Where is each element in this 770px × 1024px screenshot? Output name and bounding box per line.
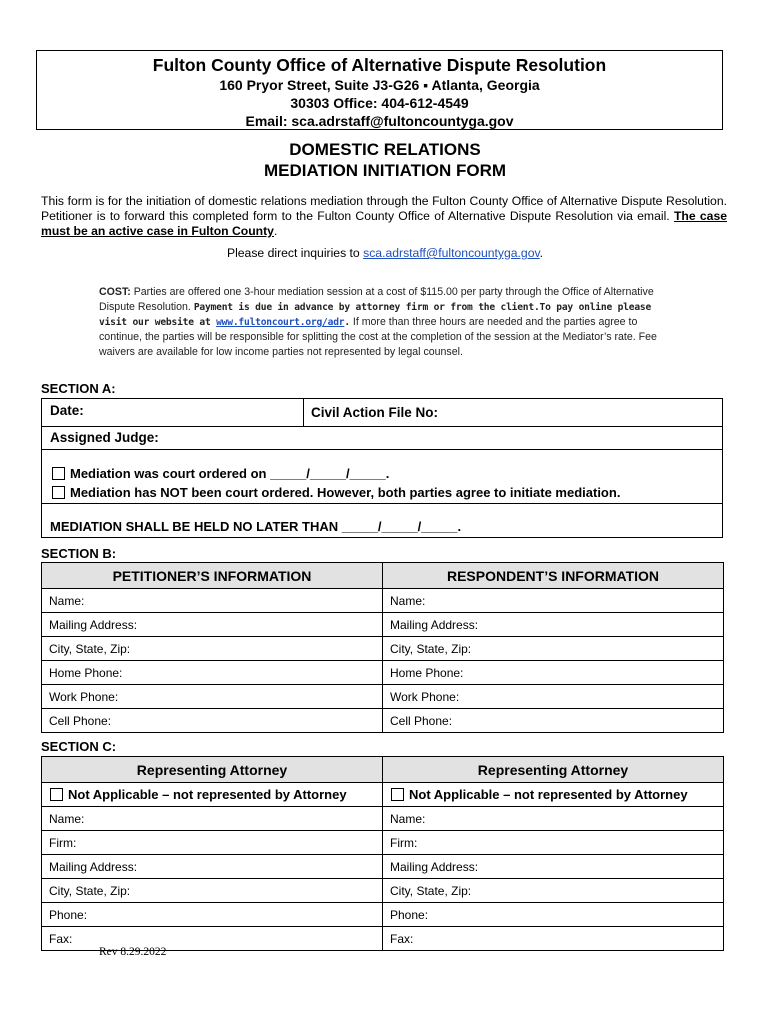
table-row bbox=[42, 855, 724, 879]
petitioner-attorney-city-field[interactable]: City, State, Zip: bbox=[42, 879, 383, 903]
respondent-attorney-city-field[interactable]: City, State, Zip: bbox=[383, 879, 724, 903]
table-row bbox=[42, 637, 724, 661]
petitioner-header: PETITIONER’S INFORMATION bbox=[42, 563, 383, 589]
attorney-info-table bbox=[41, 756, 724, 951]
section-b-label: SECTION B: bbox=[41, 546, 117, 561]
petitioner-attorney-address-field[interactable]: Mailing Address: bbox=[42, 855, 383, 879]
adr-website-link[interactable]: www.fultoncourt.org/adr bbox=[216, 317, 345, 328]
respondent-attorney-header: Representing Attorney bbox=[383, 757, 724, 783]
office-address-line1: 160 Pryor Street, Suite J3-G26 ▪ Atlanta, Georgia bbox=[219, 77, 540, 93]
table-row bbox=[42, 613, 724, 637]
section-a-label: SECTION A: bbox=[41, 381, 116, 396]
table-row bbox=[42, 589, 724, 613]
table-row bbox=[42, 807, 724, 831]
table-row bbox=[42, 879, 724, 903]
respondent-attorney-firm-field[interactable]: Firm: bbox=[383, 831, 724, 855]
respondent-attorney-phone-field[interactable]: Phone: bbox=[383, 903, 724, 927]
respondent-attorney-name-field[interactable]: Name: bbox=[383, 807, 724, 831]
table-row bbox=[42, 685, 724, 709]
table-header-row bbox=[42, 757, 724, 783]
petitioner-attorney-phone-field[interactable]: Phone: bbox=[42, 903, 383, 927]
petitioner-cell-phone-field[interactable]: Cell Phone: bbox=[42, 709, 383, 733]
petitioner-not-applicable-checkbox[interactable] bbox=[50, 788, 63, 801]
respondent-home-phone-field[interactable]: Home Phone: bbox=[383, 661, 724, 685]
section-c-label: SECTION C: bbox=[41, 739, 117, 754]
mediation-deadline[interactable]: MEDIATION SHALL BE HELD NO LATER THAN _____/_____/_____. bbox=[50, 519, 462, 534]
table-row bbox=[42, 709, 724, 733]
respondent-work-phone-field[interactable]: Work Phone: bbox=[383, 685, 724, 709]
date-field[interactable]: Date: bbox=[50, 403, 84, 418]
assigned-judge-field[interactable]: Assigned Judge: bbox=[50, 430, 159, 445]
respondent-header: RESPONDENT’S INFORMATION bbox=[383, 563, 724, 589]
respondent-not-applicable-checkbox[interactable] bbox=[391, 788, 404, 801]
office-address-line2: 30303 Office: 404-612-4549 bbox=[290, 95, 469, 111]
office-email: Email: sca.adrstaff@fultoncountyga.gov bbox=[245, 113, 514, 129]
form-title-line1: DOMESTIC RELATIONS bbox=[289, 140, 481, 159]
inquiries-email-link[interactable]: sca.adrstaff@fultoncountyga.gov bbox=[363, 246, 540, 260]
office-title: Fulton County Office of Alternative Dispute Resolution bbox=[152, 55, 607, 75]
petitioner-not-applicable-option: Not Applicable – not represented by Attorney bbox=[42, 783, 383, 807]
cost-paragraph: COST: Parties are offered one 3-hour mediation session at a cost of $115.00 per party through the Office of Alternative Dispute Resolution. Payment is due in advance by attorney firm or from the client.To pay online please visit our website at www.fultoncourt.org/adr. If more than three hours are needed and the parties agree to continue, the parties will be responsible for splitting the cost at the completion of the session at the Mediator’s rate. Fee waivers are available for low income parties not represented by legal counsel. bbox=[99, 286, 657, 358]
respondent-cell-phone-field[interactable]: Cell Phone: bbox=[383, 709, 724, 733]
active-case-notice: The case must be an active case in Fulton County bbox=[41, 209, 727, 238]
civil-action-file-field[interactable]: Civil Action File No: bbox=[311, 405, 439, 420]
petitioner-address-field[interactable]: Mailing Address: bbox=[42, 613, 383, 637]
table-row bbox=[42, 783, 724, 807]
table-row bbox=[42, 903, 724, 927]
respondent-not-applicable-option: Not Applicable – not represented by Attorney bbox=[383, 783, 724, 807]
respondent-name-field[interactable]: Name: bbox=[383, 589, 724, 613]
respondent-city-field[interactable]: City, State, Zip: bbox=[383, 637, 724, 661]
intro-paragraph: This form is for the initiation of domestic relations mediation through the Fulton County Office of Alternative Dispute Resolution. Petitioner is to forward this completed form to the Fulton County Office of Alternative Dispute Resolution via email. The case must be an active case in Fulton County. bbox=[41, 194, 727, 238]
petitioner-attorney-firm-field[interactable]: Firm: bbox=[42, 831, 383, 855]
respondent-attorney-fax-field[interactable]: Fax: bbox=[383, 927, 724, 951]
table-row bbox=[42, 661, 724, 685]
respondent-address-field[interactable]: Mailing Address: bbox=[383, 613, 724, 637]
table-header-row bbox=[42, 563, 724, 589]
petitioner-name-field[interactable]: Name: bbox=[42, 589, 383, 613]
inquiries-line: Please direct inquiries to sca.adrstaff@fultoncountyga.gov. bbox=[226, 246, 544, 260]
option-not-court-ordered: Mediation has NOT been court ordered. However, both parties agree to initiate mediation. bbox=[52, 485, 620, 500]
respondent-attorney-address-field[interactable]: Mailing Address: bbox=[383, 855, 724, 879]
not-court-ordered-checkbox[interactable] bbox=[52, 486, 65, 499]
petitioner-work-phone-field[interactable]: Work Phone: bbox=[42, 685, 383, 709]
table-row bbox=[42, 831, 724, 855]
parties-info-table bbox=[41, 562, 724, 733]
petitioner-attorney-name-field[interactable]: Name: bbox=[42, 807, 383, 831]
petitioner-attorney-fax-field[interactable]: Fax: bbox=[42, 927, 383, 951]
revision-note: Rev 8.29.2022 bbox=[99, 946, 167, 958]
section-a-box bbox=[41, 398, 723, 538]
petitioner-home-phone-field[interactable]: Home Phone: bbox=[42, 661, 383, 685]
option-court-ordered: Mediation was court ordered on _____/_____/_____. bbox=[52, 466, 389, 481]
form-title-line2: MEDIATION INITIATION FORM bbox=[263, 161, 507, 180]
petitioner-city-field[interactable]: City, State, Zip: bbox=[42, 637, 383, 661]
court-ordered-checkbox[interactable] bbox=[52, 467, 65, 480]
petitioner-attorney-header: Representing Attorney bbox=[42, 757, 383, 783]
